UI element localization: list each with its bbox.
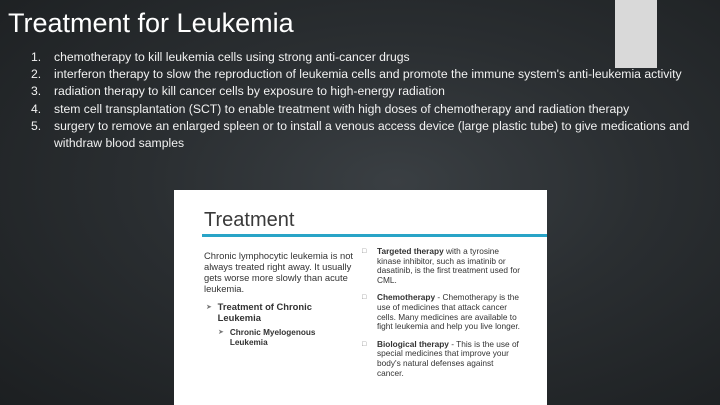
item-text: stem cell transplantation (SCT) to enable treatment with high doses of chemotherapy and radiation therapy xyxy=(54,101,630,116)
item-heading: Biological therapy xyxy=(377,338,449,349)
treatment-list xyxy=(0,49,690,152)
list-item xyxy=(0,66,690,83)
arrow-bullet-icon: ➤ xyxy=(218,329,224,336)
embedded-sub-item xyxy=(218,328,354,348)
item-body: - Chemotherapy is the use of medicines that attack cancer cells. Many medicines are available to fight leukemia and help you live longer. xyxy=(377,292,520,332)
item-number: 3. xyxy=(31,84,42,99)
item-text: surgery to remove an enlarged spleen or to install a venous access device (large plastic tube) to give medications and withdraw blood samples xyxy=(54,118,690,151)
list-item xyxy=(0,118,690,152)
embedded-right-column xyxy=(362,247,522,386)
embedded-sub-heading-text: Treatment of Chronic Leukemia xyxy=(217,301,312,323)
square-bullet-icon: □ xyxy=(362,340,367,348)
item-heading: Chemotherapy xyxy=(377,292,436,303)
embedded-right-item xyxy=(362,247,522,285)
title-rule xyxy=(202,234,547,237)
item-text: interferon therapy to slow the reproduction of leukemia cells and promote the immune system's anti-leukemia activity xyxy=(54,67,682,82)
square-bullet-icon: □ xyxy=(362,248,367,255)
item-text: chemotherapy to kill leukemia cells using strong anti-cancer drugs xyxy=(54,50,410,64)
item-body: with a tyrosine kinase inhibitor, such as imatinib or dasatinib, is the first treatment used for CML. xyxy=(377,246,520,285)
item-number: 4. xyxy=(31,101,42,116)
slide-title: Treatment for Leukemia xyxy=(8,8,294,38)
item-body: - This is the use of special medicines that improve your body's natural defenses against cancer. xyxy=(377,338,519,378)
embedded-slide-title: Treatment xyxy=(204,209,295,231)
item-number: 1. xyxy=(31,50,42,64)
arrow-bullet-icon: ➤ xyxy=(206,304,212,311)
list-item xyxy=(0,83,690,100)
embedded-sub-item-text: Chronic Myelogenous Leukemia xyxy=(229,328,316,347)
embedded-sub-heading xyxy=(206,301,354,323)
item-text: radiation therapy to kill cancer cells by exposure to high-energy radiation xyxy=(54,84,445,99)
embedded-left-column xyxy=(204,250,354,348)
embedded-intro-text: Chronic lymphocytic leukemia is not always treated right away. It usually gets worse more slowly than acute leukemia. xyxy=(204,250,354,294)
item-heading: Targeted therapy xyxy=(377,246,444,256)
square-bullet-icon: □ xyxy=(362,294,367,302)
embedded-right-item xyxy=(362,293,522,331)
item-number: 5. xyxy=(31,118,42,133)
list-item xyxy=(0,101,690,118)
item-number: 2. xyxy=(31,67,42,82)
embedded-right-item xyxy=(362,340,522,378)
list-item xyxy=(0,49,690,66)
embedded-slide-image xyxy=(174,190,547,405)
